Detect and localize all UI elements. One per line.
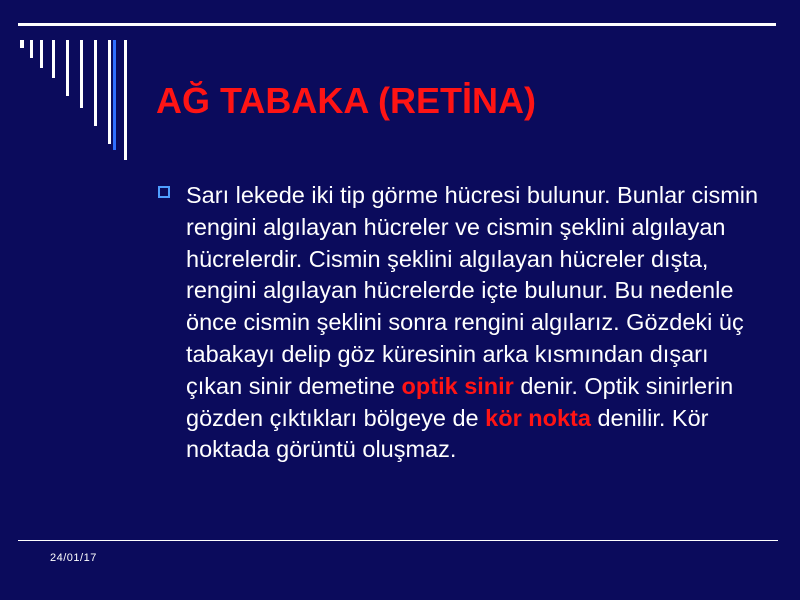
slide-body-text bbox=[186, 180, 768, 466]
body-text-part: denilir. Kör noktada görüntü oluşmaz. bbox=[186, 404, 709, 463]
deco-bar bbox=[52, 40, 55, 78]
deco-bar bbox=[20, 40, 24, 48]
deco-bar bbox=[108, 40, 111, 144]
bottom-divider-line bbox=[18, 540, 778, 541]
square-bullet-icon bbox=[158, 186, 170, 198]
deco-bar bbox=[124, 40, 127, 160]
footer-date: 24/01/17 bbox=[50, 552, 97, 564]
deco-bar bbox=[30, 40, 33, 58]
highlight-kor-nokta: kör nokta bbox=[485, 404, 591, 431]
deco-bar bbox=[80, 40, 83, 108]
deco-bar bbox=[94, 40, 97, 126]
deco-bar bbox=[40, 40, 43, 68]
body-text-part: denir. Optik sinirlerin gözden çıktıkları bölgeye de bbox=[186, 372, 734, 431]
body-text-part: Sarı lekede iki tip görme hücresi bulunur. Bunlar cismin rengini algılayan hücreler ve cismin şeklini algılayan hücrelerdir. Cismin şeklini algılayan hücreler dışta, rengini algılayan hücrelerde içte bulunur. Bu nedenle önce cismin şeklini sonra rengini algılarız. Gözdeki üç tabakayı delip göz küresinin arka kısmından dışarı çıkan sinir demetine bbox=[186, 182, 759, 399]
slide-title: AĞ TABAKA (RETİNA) bbox=[156, 80, 536, 121]
deco-bar-blue bbox=[113, 40, 116, 150]
deco-bar bbox=[66, 40, 69, 96]
highlight-optik-sinir: optik sinir bbox=[401, 372, 514, 399]
decorative-bars bbox=[0, 0, 140, 170]
